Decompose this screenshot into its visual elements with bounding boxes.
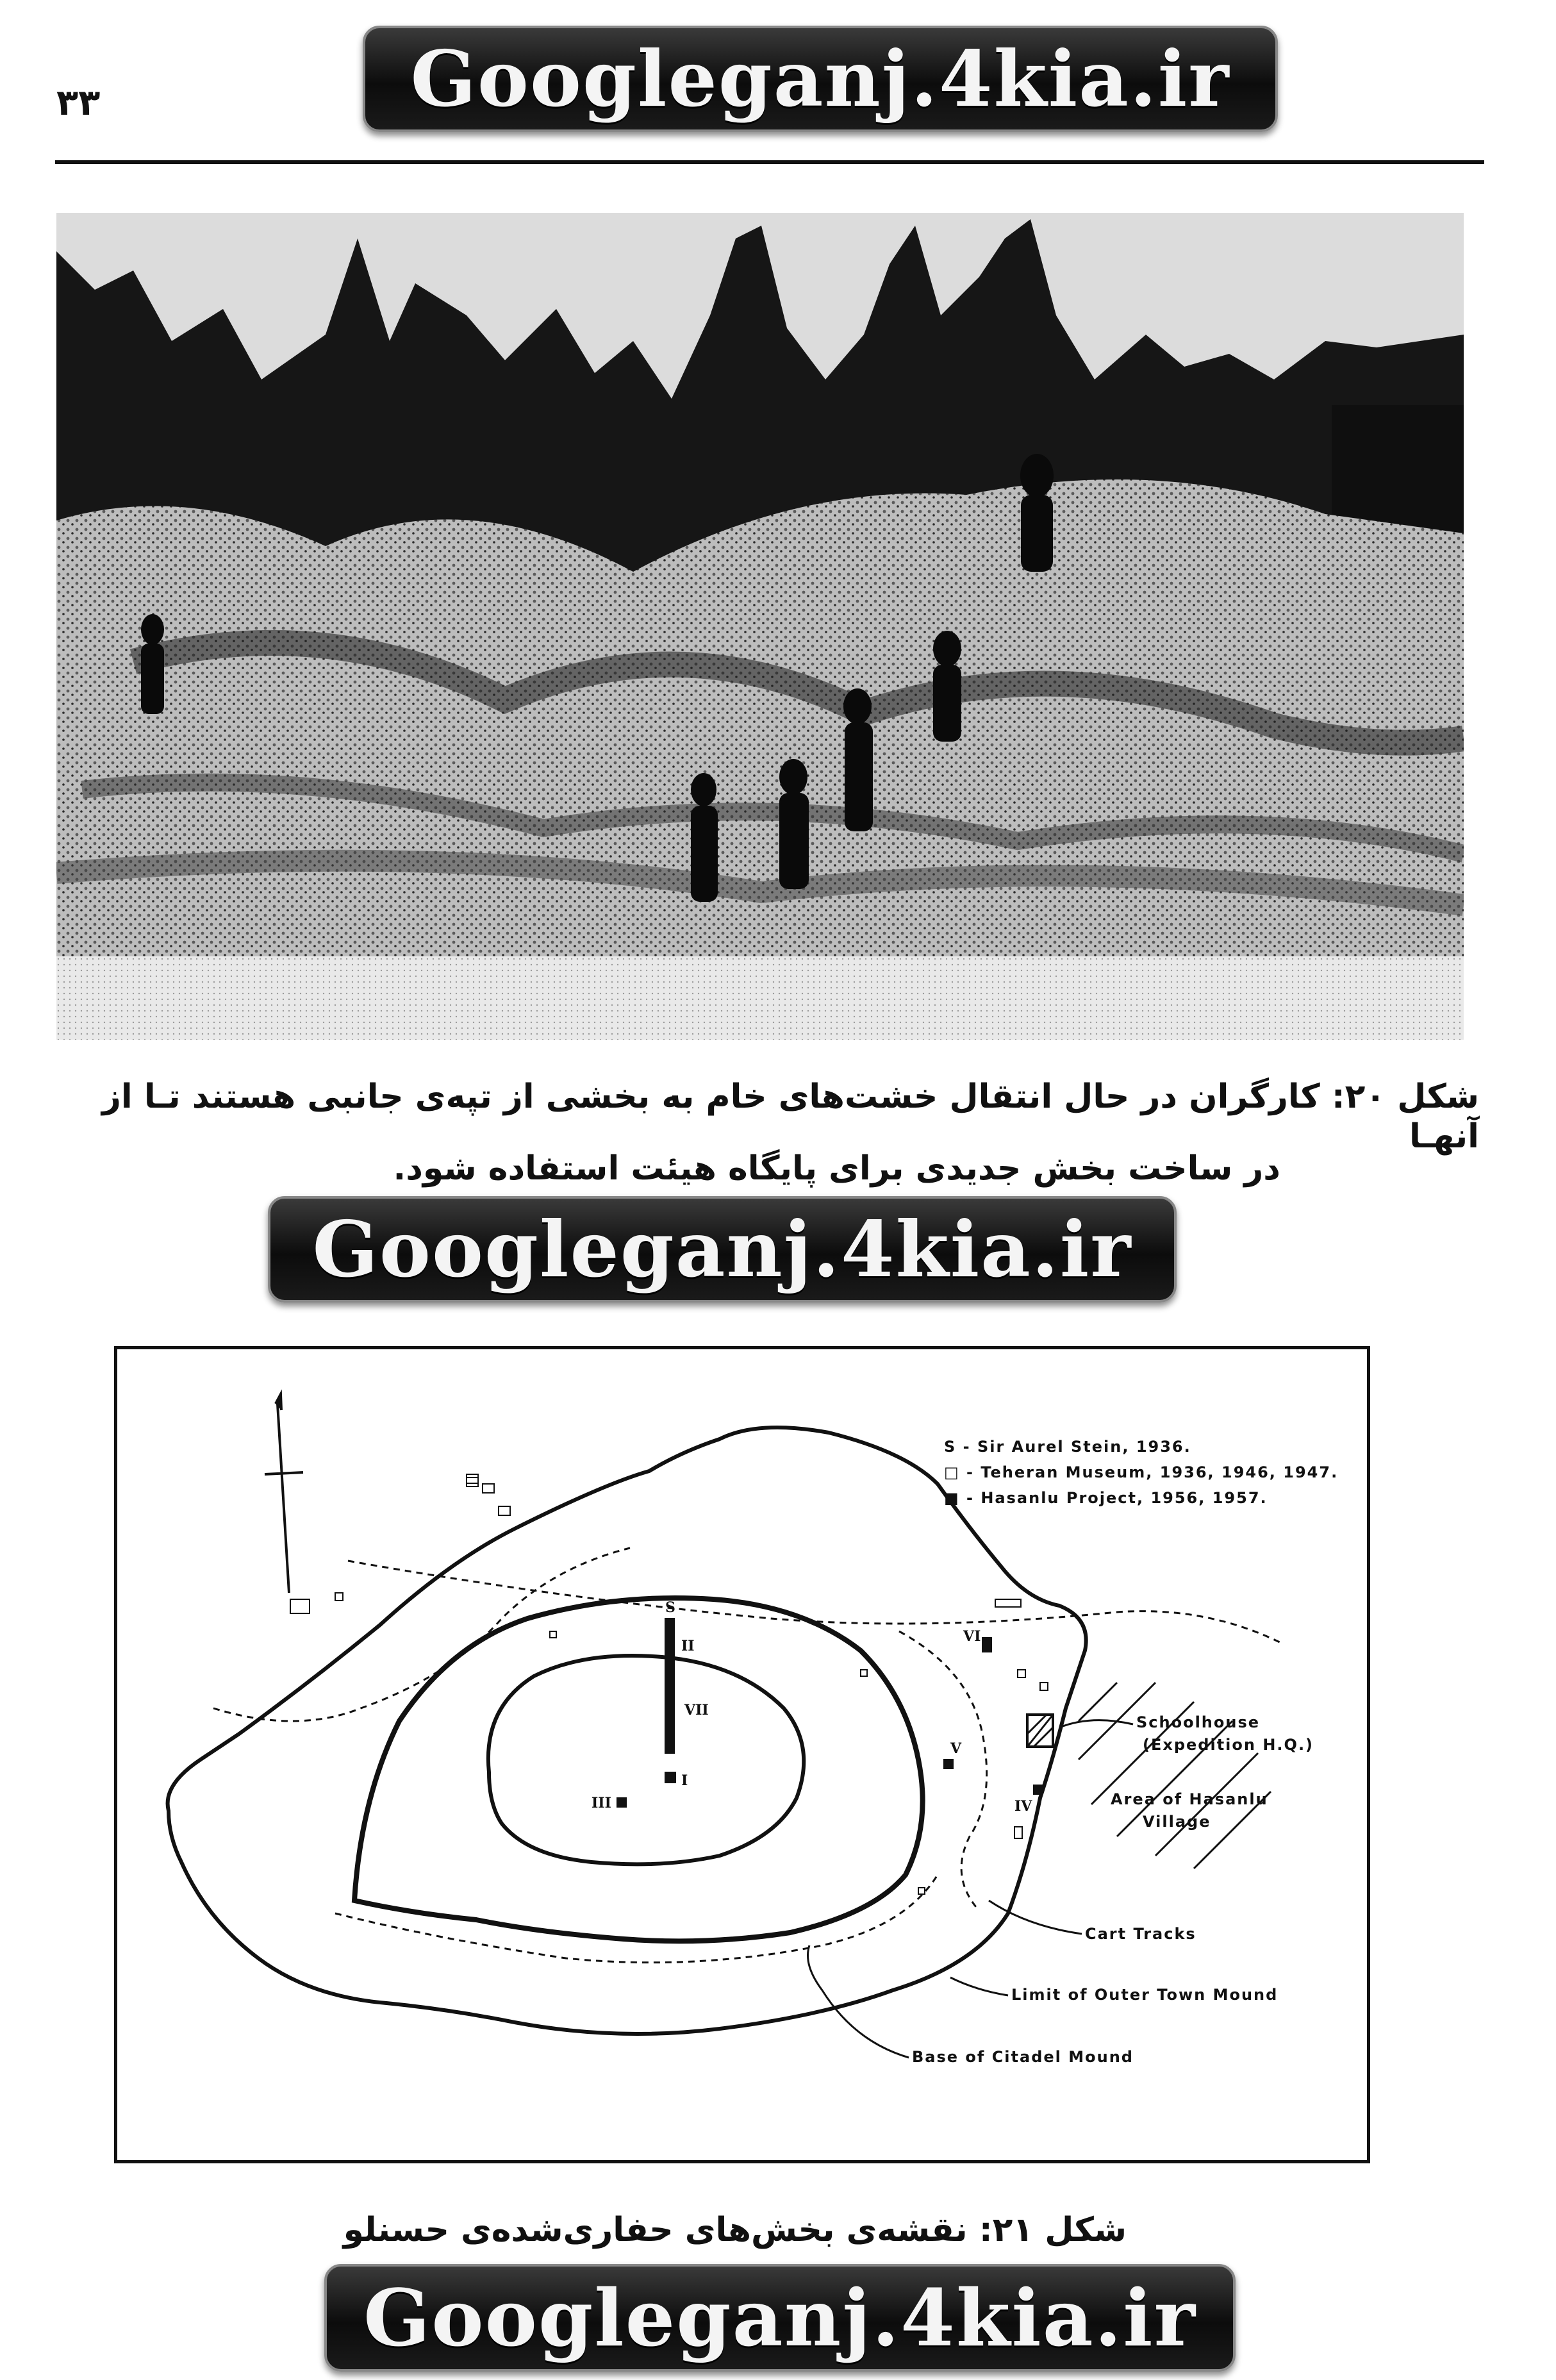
header-rule	[55, 160, 1484, 164]
label-citadel-base: Base of Citadel Mound	[912, 2048, 1134, 2066]
map-svg	[117, 1349, 1367, 2160]
outer-town-mound	[168, 1427, 1086, 2034]
trench-label-vii: VII	[684, 1702, 709, 1718]
trench-label-ii: II	[681, 1638, 695, 1654]
citadel-mound-base	[354, 1598, 923, 1941]
watermark-banner-top	[363, 26, 1278, 132]
label-outer-limit: Limit of Outer Town Mound	[1011, 1986, 1279, 2004]
legend-hasanlu: ■ - Hasanlu Project, 1956, 1957.	[944, 1489, 1268, 1507]
watermark-text: Googleganj.4kia.ir	[363, 2272, 1196, 2364]
watermark-banner-bottom	[324, 2264, 1236, 2372]
figure20-caption-line2: در ساخت بخش جدیدی برای پایگاه هیئت استفاده شود.	[393, 1149, 1280, 1188]
figure20-label: شکل ۲۰:	[1331, 1078, 1479, 1116]
legend-teheran: □ - Teheran Museum, 1936, 1946, 1947.	[944, 1463, 1339, 1481]
trench-label-s: S	[665, 1599, 675, 1616]
trench-label-vi: VI	[963, 1628, 981, 1645]
label-area: Area of Hasanlu	[1111, 1790, 1268, 1808]
leader-lines	[808, 1720, 1134, 2058]
watermark-banner-middle	[268, 1196, 1177, 1302]
excavation-map	[114, 1346, 1370, 2163]
trench-label-iii: III	[592, 1795, 611, 1811]
figure21-label: شکل ۲۱:	[979, 2211, 1127, 2249]
figure20-caption-line1	[76, 1077, 1479, 1157]
label-cart-tracks: Cart Tracks	[1085, 1925, 1196, 1943]
inner-contour	[488, 1656, 804, 1864]
north-arrow	[265, 1394, 303, 1593]
watermark-text: Googleganj.4kia.ir	[410, 33, 1230, 124]
cart-tracks	[213, 1548, 1284, 1963]
excavation-photo	[56, 213, 1464, 1040]
trench-label-i: I	[681, 1772, 688, 1789]
figure20-text: کارگران در حال انتقال خشت‌های خام به بخشی از تپه‌ی جانبی هستند تـا از آنهـا	[101, 1078, 1479, 1156]
legend-stein: S - Sir Aurel Stein, 1936.	[944, 1438, 1191, 1456]
trench-label-v: V	[950, 1740, 962, 1757]
figure21-caption	[229, 2210, 1127, 2250]
label-village: Village	[1143, 1813, 1211, 1831]
page-number: ۳۳	[56, 82, 101, 124]
trench-label-iv: IV	[1014, 1798, 1032, 1815]
village-hatching	[1079, 1683, 1271, 1868]
label-schoolhouse: Schoolhouse	[1136, 1713, 1261, 1731]
label-expedition: (Expedition H.Q.)	[1143, 1736, 1314, 1754]
watermark-text: Googleganj.4kia.ir	[312, 1204, 1132, 1295]
figure21-text: نقشه‌ی بخش‌های حفاری‌شده‌ی حسنلو	[343, 2211, 968, 2249]
